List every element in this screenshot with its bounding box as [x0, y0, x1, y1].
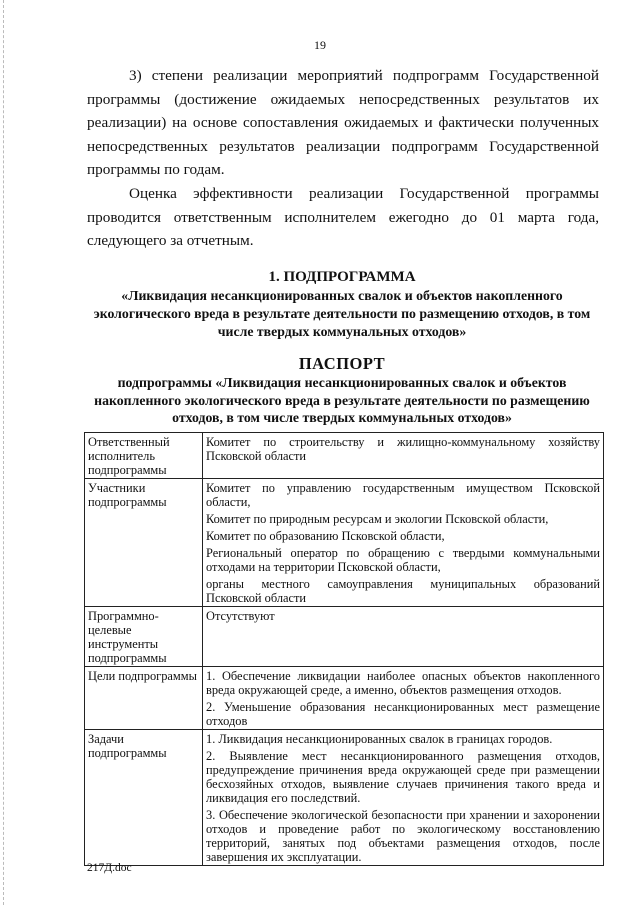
row-value: [203, 479, 604, 607]
row-value-item: 2. Уменьшение образования несанкционированных мест размещение отходов: [206, 700, 600, 728]
row-label: Цели подпрограммы: [85, 667, 203, 730]
passport-table: [84, 432, 604, 866]
table-row: [85, 479, 604, 607]
row-label: Программно-целевые инструменты подпрограммы: [85, 607, 203, 667]
row-value: [203, 667, 604, 730]
passport-subtitle: подпрограммы «Ликвидация несанкционированных свалок и объектов накопленного экологического вреда в результате деятельности по размещению отходов, в том числе твердых коммунальных отходов»: [94, 375, 590, 425]
row-value-item: Региональный оператор по обращению с твердыми коммунальными отходами на территории Псковской области,: [206, 546, 600, 574]
page-edge-line: [3, 0, 5, 905]
row-value-item: Отсутствуют: [206, 609, 275, 623]
section-title: 1. ПОДПРОГРАММА: [268, 269, 416, 285]
row-value: [203, 433, 604, 479]
paragraph: 3) степени реализации мероприятий подпрограмм Государственной программы (достижение ожидаемых непосредственных результатов их реализации) на основе сопоставления ожидаемых и фактически полученных непосредственных результатов реализации подпрограмм Государственной программы по годам.: [87, 67, 599, 179]
row-label: Участники подпрограммы: [85, 479, 203, 607]
row-value-item: Комитет по образованию Псковской области,: [206, 529, 445, 543]
row-label: Ответственный исполнитель подпрограммы: [85, 433, 203, 479]
row-value: [203, 730, 604, 866]
row-value-item: Комитет по природным ресурсам и экологии Псковской области,: [206, 512, 549, 526]
body-text: [87, 64, 599, 253]
row-value-item: органы местного самоуправления муниципальных образований Псковской области: [206, 577, 600, 605]
page-number: 19: [314, 38, 326, 52]
row-label: Задачи подпрограммы: [85, 730, 203, 866]
paragraph: Оценка эффективности реализации Государственной программы проводится ответственным исполнителем ежегодно до 01 марта года, следующего за отчетным.: [87, 184, 599, 250]
section-heading: [82, 268, 602, 427]
row-value-item: 3. Обеспечение экологической безопасности при хранении и захоронении отходов и проведение работ по экологическому восстановлению территорий, занятых под объектами размещения отходов, после завершения их эксплуатации.: [206, 808, 600, 864]
passport-title: ПАСПОРТ: [298, 354, 386, 373]
table-row: [85, 667, 604, 730]
row-value: [203, 607, 604, 667]
section-subtitle: «Ликвидация несанкционированных свалок и объектов накопленного экологического вреда в результате деятельности по размещению отходов, в том числе твердых коммунальных отходов»: [93, 288, 591, 339]
footer-filename: 217Д.doc: [87, 862, 132, 874]
table-row: [85, 607, 604, 667]
row-value-item: 1. Ликвидация несанкционированных свалок в границах городов.: [206, 732, 553, 746]
row-value-item: 1. Обеспечение ликвидации наиболее опасных объектов накопленного вреда окружающей среде, а именно, объектов размещения отходов.: [206, 669, 600, 697]
row-value-item: 2. Выявление мест несанкционированного размещения отходов, предупреждение причинения вреда окружающей среде при размещении бесхозяйных отходов, выявление случаев причинения такого вреда и ликвидация его последствий.: [206, 749, 600, 805]
table-row: [85, 433, 604, 479]
table-row: [85, 730, 604, 866]
row-value-item: Комитет по управлению государственным имуществом Псковской области,: [206, 481, 600, 509]
row-value-item: Комитет по строительству и жилищно-коммунальному хозяйству Псковской области: [206, 435, 600, 463]
